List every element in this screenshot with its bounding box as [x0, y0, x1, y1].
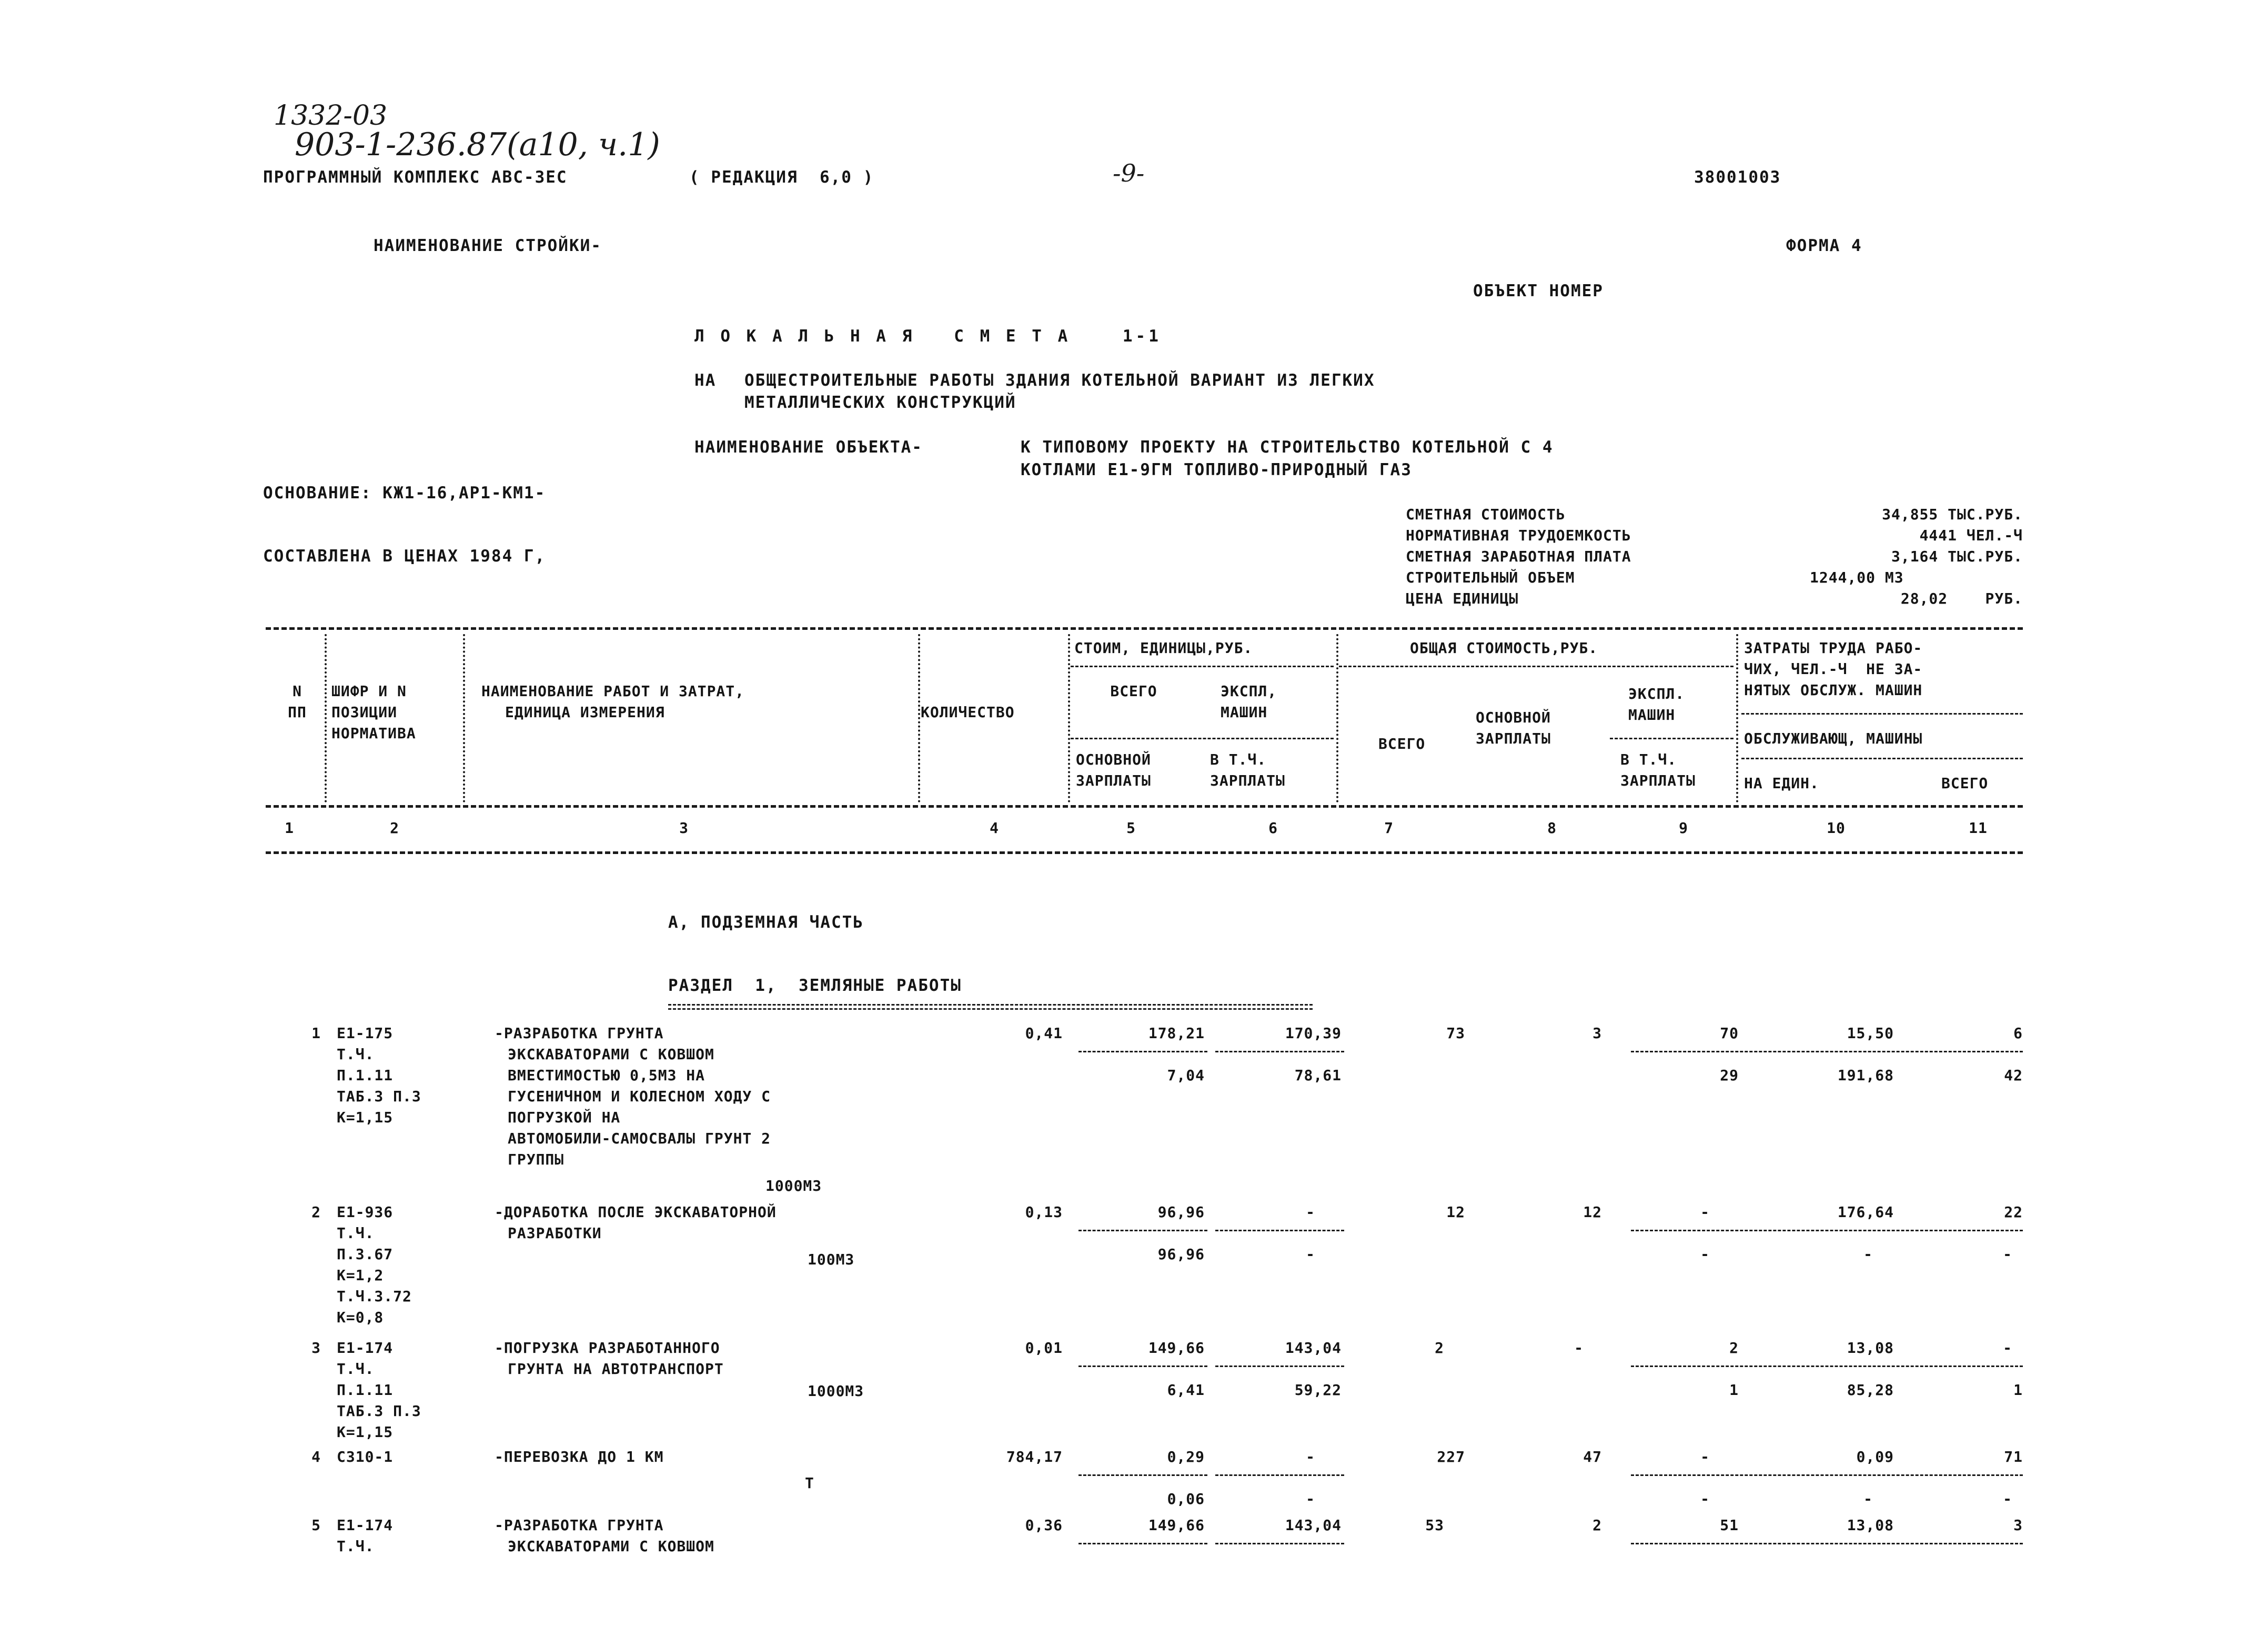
row-code-line: К=1,15 [337, 1423, 394, 1441]
row-code-line: Е1-174 [337, 1339, 394, 1357]
header-total-all: ВСЕГО [1378, 735, 1426, 752]
header-total-mach-wage-line-2: ЗАРПЛАТЫ [1620, 772, 1696, 789]
row-total-mach: - [1700, 1448, 1710, 1465]
header-name-line-2: ЕДИНИЦА ИЗМЕРЕНИЯ [505, 704, 665, 721]
header-labor-maintenance: ОБСЛУЖИВАЮЩ, МАШИНЫ [1744, 730, 1923, 747]
header-unit-mach-wage-line-1: В Т.Ч. [1210, 751, 1267, 768]
summary-value-labor: 4441 ЧЕЛ.-Ч [1919, 527, 2023, 544]
row-name-line: АВТОМОБИЛИ-САМОСВАЛЫ ГРУНТ 2 [508, 1130, 771, 1147]
row-total-rule [1631, 1474, 2023, 1476]
row-unit-rule [1215, 1543, 1344, 1544]
row-unit: 1000М3 [808, 1382, 864, 1400]
row-unit-rule [1215, 1474, 1344, 1476]
row-total-mach: - [1700, 1203, 1710, 1221]
row-name-line: -ПЕРЕВОЗКА ДО 1 КМ [495, 1448, 664, 1465]
row-total-wage: 12 [1583, 1203, 1602, 1221]
row-code-line: ТАБ.3 П.3 [337, 1402, 421, 1420]
row-code-line: Т.Ч.3.72 [337, 1288, 412, 1305]
header-unit-mach-line-2: МАШИН [1221, 704, 1268, 721]
header-unit-mach-line-1: ЭКСПЛ, [1221, 682, 1277, 700]
row-code-line: П.1.11 [337, 1381, 394, 1399]
header-unit-cost-rule [1071, 666, 1334, 667]
column-number-10: 10 [1827, 819, 1846, 837]
row-labor-total: 22 [2004, 1203, 2023, 1221]
row-unit-total: 178,21 [1148, 1025, 1205, 1042]
row-total-rule [1631, 1230, 2023, 1231]
header-code-line-2: ПОЗИЦИИ [331, 704, 398, 721]
row-unit-rule [1078, 1474, 1207, 1476]
row-name-line: ЭКСКАВАТОРАМИ С КОВШОМ [508, 1538, 714, 1555]
row-total-mach-wage: 1 [1729, 1381, 1739, 1399]
row-labor-unit: 13,08 [1847, 1517, 1894, 1534]
header-labor-rule-1 [1741, 713, 2023, 715]
col-sep-2 [463, 634, 465, 802]
row-unit-wage: 6,41 [1167, 1381, 1205, 1399]
header-labor-rule-2 [1741, 758, 2023, 759]
row-maint-total: - [2003, 1490, 2012, 1508]
row-unit-rule [1078, 1365, 1207, 1367]
row-number: 1 [311, 1025, 321, 1042]
row-maint-total: 1 [2013, 1381, 2023, 1399]
subtitle-prefix: НА [694, 371, 717, 390]
summary-value-volume: 1244,00 М3 [1810, 569, 1904, 586]
row-unit-wage: 96,96 [1157, 1246, 1205, 1263]
header-unit-total: ВСЕГО [1110, 682, 1157, 700]
document-code: 38001003 [1694, 168, 1781, 187]
header-rule-bottom [266, 851, 2023, 854]
row-name-line: ВМЕСТИМОСТЬЮ 0,5М3 НА [508, 1067, 705, 1084]
row-code-line: К=0,8 [337, 1309, 384, 1326]
row-maint-unit: 85,28 [1847, 1381, 1894, 1399]
row-name-line: ГРУППЫ [508, 1151, 565, 1168]
row-unit-total: 149,66 [1148, 1517, 1205, 1534]
row-maint-unit: - [1863, 1246, 1873, 1263]
row-labor-unit: 15,50 [1847, 1025, 1894, 1042]
object-number-label: ОБЪЕКТ НОМЕР [1473, 282, 1604, 300]
row-maint-total: 42 [2004, 1067, 2023, 1084]
header-labor-line-3: НЯТЫХ ОБСЛУЖ. МАШИН [1744, 681, 1923, 699]
row-maint-total: - [2003, 1246, 2012, 1263]
col-sep-6 [1736, 634, 1738, 802]
row-unit-mach: 170,39 [1285, 1025, 1342, 1042]
document-title: Л О К А Л Ь Н А Я С М Е Т А 1-1 [694, 327, 1162, 346]
basis: ОСНОВАНИЕ: КЖ1-16,АР1-КМ1- [263, 484, 546, 503]
header-rule-top [266, 627, 2023, 630]
header-total-cost-group: ОБЩАЯ СТОИМОСТЬ,РУБ. [1410, 639, 1598, 657]
page-number: -9- [1113, 159, 1145, 187]
construction-name-label: НАИМЕНОВАНИЕ СТРОЙКИ- [374, 236, 602, 255]
header-unit-cost-group: СТОИМ, ЕДИНИЦЫ,РУБ. [1074, 639, 1253, 657]
row-unit-total: 149,66 [1148, 1339, 1205, 1357]
header-n-line-1: N [293, 682, 302, 700]
col-sep-1 [325, 634, 327, 802]
column-number-5: 5 [1126, 819, 1136, 837]
row-total: 53 [1425, 1517, 1444, 1534]
row-unit-rule [1215, 1051, 1344, 1052]
row-number: 4 [311, 1448, 321, 1465]
subtitle-line-1: ОБЩЕСТРОИТЕЛЬНЫЕ РАБОТЫ ЗДАНИЯ КОТЕЛЬНОЙ ВАРИАНТ ИЗ ЛЕГКИХ [744, 371, 1375, 390]
section-title-underline [668, 1004, 1313, 1006]
column-number-6: 6 [1268, 819, 1278, 837]
row-total-wage: 3 [1592, 1025, 1602, 1042]
header-labor-unit: НА ЕДИН. [1744, 775, 1819, 792]
section-title: РАЗДЕЛ 1, ЗЕМЛЯНЫЕ РАБОТЫ [668, 976, 962, 995]
header-labor-line-1: ЗАТРАТЫ ТРУДА РАБО- [1744, 639, 1923, 657]
subtitle-line-2: МЕТАЛЛИЧЕСКИХ КОНСТРУКЦИЙ [744, 393, 1016, 412]
column-number-8: 8 [1547, 819, 1557, 837]
row-code-line: П.1.11 [337, 1067, 394, 1084]
row-labor-total: 3 [2013, 1517, 2023, 1534]
row-code-line: Е1-936 [337, 1203, 394, 1221]
summary-label-unit-price: ЦЕНА ЕДИНИЦЫ [1406, 590, 1519, 607]
column-number-4: 4 [990, 819, 999, 837]
header-unit-wage-line-2: ЗАРПЛАТЫ [1076, 772, 1151, 789]
row-total: 12 [1446, 1203, 1465, 1221]
row-total-wage: 2 [1592, 1517, 1602, 1534]
row-unit-rule [1078, 1230, 1207, 1231]
column-number-1: 1 [285, 819, 294, 837]
row-name-line: ГРУНТА НА АВТОТРАНСПОРТ [508, 1360, 724, 1378]
object-name-label: НАИМЕНОВАНИЕ ОБЪЕКТА- [694, 438, 923, 457]
row-total-rule [1631, 1543, 2023, 1544]
row-code-line: Е1-174 [337, 1517, 394, 1534]
summary-value-wages: 3,164 ТЫС.РУБ. [1891, 548, 2023, 565]
row-number: 2 [311, 1203, 321, 1221]
row-unit-mach: - [1306, 1448, 1315, 1465]
row-quantity: 0,01 [1025, 1339, 1063, 1357]
row-code-line: Т.Ч. [337, 1046, 375, 1063]
row-code-line: Т.Ч. [337, 1360, 375, 1378]
row-total-rule [1631, 1051, 2023, 1052]
handwritten-reference-2: 903-1-236.87(а10, ч.1) [295, 126, 660, 163]
summary-label-labor: НОРМАТИВНАЯ ТРУДОЕМКОСТЬ [1406, 527, 1631, 544]
column-number-3: 3 [679, 819, 689, 837]
row-total-mach-wage: - [1700, 1246, 1710, 1263]
row-total-mach: 2 [1729, 1339, 1739, 1357]
header-total-mach-line-1: ЭКСПЛ. [1628, 685, 1685, 702]
row-total-wage: - [1574, 1339, 1584, 1357]
row-unit-mach-wage: - [1306, 1246, 1315, 1263]
header-total-wage-line-2: ЗАРПЛАТЫ [1476, 730, 1551, 747]
row-code-line: Т.Ч. [337, 1538, 375, 1555]
col-sep-5 [1336, 634, 1338, 802]
summary-value-unit-price: 28,02 РУБ. [1900, 590, 2023, 607]
section-part-title: А, ПОДЗЕМНАЯ ЧАСТЬ [668, 913, 864, 932]
header-total-cost-rule [1339, 666, 1733, 667]
header-total-mach-line-2: МАШИН [1628, 706, 1676, 724]
row-unit-mach: 143,04 [1285, 1339, 1342, 1357]
row-unit-mach: - [1306, 1203, 1315, 1221]
row-name-line: ГУСЕНИЧНОМ И КОЛЕСНОМ ХОДУ С [508, 1088, 771, 1105]
row-labor-unit: 13,08 [1847, 1339, 1894, 1357]
column-number-7: 7 [1384, 819, 1394, 837]
row-code-line: ТАБ.3 П.3 [337, 1088, 421, 1105]
row-unit-mach-wage: 78,61 [1294, 1067, 1342, 1084]
row-unit-rule [1078, 1543, 1207, 1544]
header-total-wage-line-1: ОСНОВНОЙ [1476, 709, 1551, 726]
row-unit-mach-wage: 59,22 [1294, 1381, 1342, 1399]
row-quantity: 784,17 [1006, 1448, 1063, 1465]
row-code-line: С310-1 [337, 1448, 394, 1465]
row-total-mach: 70 [1720, 1025, 1739, 1042]
object-name-line-2: КОТЛАМИ Е1-9ГМ ТОПЛИВО-ПРИРОДНЫЙ ГАЗ [1021, 460, 1412, 479]
row-code-line: Е1-175 [337, 1025, 394, 1042]
header-labor-line-2: ЧИХ, ЧЕЛ.-Ч НЕ ЗА- [1744, 660, 1923, 678]
row-number: 3 [311, 1339, 321, 1357]
summary-label-wages: СМЕТНАЯ ЗАРАБОТНАЯ ПЛАТА [1406, 548, 1631, 565]
row-unit-mach-wage: - [1306, 1490, 1315, 1508]
program-name: ПРОГРАММНЫЙ КОМПЛЕКС АВС-ЗЕС [263, 168, 568, 187]
row-code-line: К=1,15 [337, 1109, 394, 1126]
header-unit-mach-wage-line-2: ЗАРПЛАТЫ [1210, 772, 1285, 789]
row-unit-mach: 143,04 [1285, 1517, 1342, 1534]
header-rule-middle [266, 805, 2023, 808]
row-total: 2 [1435, 1339, 1444, 1357]
row-labor-total: 6 [2013, 1025, 2023, 1042]
col-sep-3 [918, 634, 920, 802]
column-number-11: 11 [1969, 819, 1988, 837]
row-total-mach-wage: 29 [1720, 1067, 1739, 1084]
header-code-line-3: НОРМАТИВА [331, 725, 416, 742]
row-maint-unit: 191,68 [1837, 1067, 1894, 1084]
header-n-line-2: ПП [288, 704, 307, 721]
header-code-line-1: ШИФР И N [331, 682, 407, 700]
row-unit: 100М3 [808, 1251, 855, 1268]
header-unit-wage-line-1: ОСНОВНОЙ [1076, 751, 1151, 768]
row-unit-total: 0,29 [1167, 1448, 1205, 1465]
form-number: ФОРМА 4 [1786, 236, 1862, 255]
row-unit-rule [1215, 1230, 1344, 1231]
row-name-line: ЭКСКАВАТОРАМИ С КОВШОМ [508, 1046, 714, 1063]
col-sep-4 [1068, 634, 1070, 802]
row-unit-rule [1215, 1365, 1344, 1367]
row-unit: 1000М3 [765, 1177, 822, 1194]
row-total: 73 [1446, 1025, 1465, 1042]
row-quantity: 0,41 [1025, 1025, 1063, 1042]
row-total-mach-wage: - [1700, 1490, 1710, 1508]
row-labor-unit: 176,64 [1837, 1203, 1894, 1221]
object-name-line-1: К ТИПОВОМУ ПРОЕКТУ НА СТРОИТЕЛЬСТВО КОТЕЛЬНОЙ С 4 [1021, 438, 1554, 457]
header-total-mach-wage-line-1: В Т.Ч. [1620, 751, 1677, 768]
row-quantity: 0,36 [1025, 1517, 1063, 1534]
row-unit-wage: 7,04 [1167, 1067, 1205, 1084]
row-labor-unit: 0,09 [1856, 1448, 1894, 1465]
row-unit-rule [1078, 1051, 1207, 1052]
header-quantity: КОЛИЧЕСТВО [921, 704, 1015, 721]
row-name-line: -ДОРАБОТКА ПОСЛЕ ЭКСКАВАТОРНОЙ [495, 1203, 777, 1221]
row-total: 227 [1437, 1448, 1465, 1465]
program-edition: ( РЕДАКЦИЯ 6,0 ) [689, 168, 874, 187]
summary-label-cost: СМЕТНАЯ СТОИМОСТЬ [1406, 506, 1566, 523]
row-name-line: ПОГРУЗКОЙ НА [508, 1109, 621, 1126]
row-unit-wage: 0,06 [1167, 1490, 1205, 1508]
row-name-line: -РАЗРАБОТКА ГРУНТА [495, 1517, 664, 1534]
header-labor-total: ВСЕГО [1941, 775, 1989, 792]
row-code-line: Т.Ч. [337, 1224, 375, 1242]
column-number-2: 2 [390, 819, 399, 837]
row-total-mach: 51 [1720, 1517, 1739, 1534]
row-total-rule [1631, 1365, 2023, 1367]
section-title-underline-2 [668, 1008, 1313, 1010]
summary-label-volume: СТРОИТЕЛЬНЫЙ ОБЪЕМ [1406, 569, 1575, 586]
header-name-line-1: НАИМЕНОВАНИЕ РАБОТ И ЗАТРАТ, [481, 682, 745, 700]
summary-value-cost: 34,855 ТЫС.РУБ. [1882, 506, 2023, 523]
row-code-line: П.3.67 [337, 1246, 394, 1263]
handwritten-reference-1: 1332-03 [274, 100, 388, 132]
row-code-line: К=1,2 [337, 1267, 384, 1284]
row-labor-total: 71 [2004, 1448, 2023, 1465]
header-total-mach-rule [1610, 738, 1733, 739]
row-total-wage: 47 [1583, 1448, 1602, 1465]
row-quantity: 0,13 [1025, 1203, 1063, 1221]
header-unit-sub-rule [1071, 738, 1334, 739]
row-maint-unit: - [1863, 1490, 1873, 1508]
row-name-line: -ПОГРУЗКА РАЗРАБОТАННОГО [495, 1339, 720, 1357]
row-name-line: РАЗРАБОТКИ [508, 1224, 602, 1242]
row-number: 5 [311, 1517, 321, 1534]
prices-basis: СОСТАВЛЕНА В ЦЕНАХ 1984 Г, [263, 547, 546, 566]
row-name-line: -РАЗРАБОТКА ГРУНТА [495, 1025, 664, 1042]
column-number-9: 9 [1679, 819, 1688, 837]
row-labor-total: - [2003, 1339, 2012, 1357]
row-unit: Т [805, 1474, 814, 1492]
row-unit-total: 96,96 [1157, 1203, 1205, 1221]
